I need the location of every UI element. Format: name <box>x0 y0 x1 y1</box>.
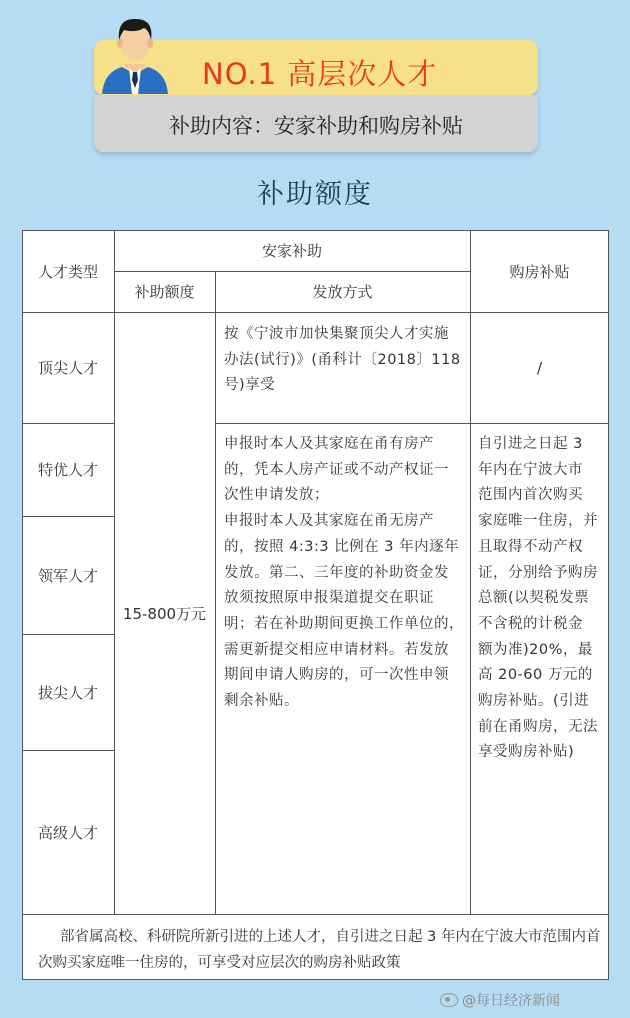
subsidy-table <box>22 230 609 980</box>
subtitle-bar <box>94 95 538 152</box>
text-line: 明；若在补助期间更换工作单位的， <box>224 615 464 632</box>
text-line: 按《宁波市加快集聚顶尖人才实施 <box>224 326 449 342</box>
category-cell: 拔尖人才 <box>37 683 98 702</box>
category-cell: 特优人才 <box>37 461 98 479</box>
amount-value: 15-800万元 <box>122 604 207 623</box>
watermark-text: @每日经济新闻 <box>462 993 560 1009</box>
header-amount: 补助额度 <box>134 283 195 301</box>
section-title: 补助额度 <box>257 179 373 210</box>
page-subtitle: 补助内容：安家补助和购房补贴 <box>169 114 463 138</box>
text-line: 号)享受 <box>224 377 276 394</box>
top-method-text <box>224 322 468 399</box>
category-cell: 高级人才 <box>37 823 98 842</box>
header-house-subsidy: 购房补贴 <box>509 262 570 281</box>
text-line: 范围内首次购买 <box>478 487 583 504</box>
text-line: 期间申请人购房的，可一次性申领 <box>224 667 449 684</box>
text-line: 不含税的计税金 <box>478 615 583 632</box>
text-line: 需更新提交相应申请材料。若发放 <box>224 641 449 658</box>
text-line: 次性申请发放； <box>224 487 329 504</box>
text-line: 享受购房补贴) <box>478 744 575 761</box>
text-line: 购房补贴。(引进 <box>478 693 590 710</box>
text-line: 的，按照 4:3:3 比例在 3 年内逐年 <box>224 538 460 555</box>
category-cell: 顶尖人才 <box>37 359 98 377</box>
text-line: 额为准)20%，最 <box>478 641 593 658</box>
text-line: 的，凭本人房产证或不动产权证一 <box>224 461 449 478</box>
watermark <box>440 990 560 1010</box>
text-line: 家庭唯一住房，并 <box>478 513 598 530</box>
text-line: 办法(试行)》(甬科计〔2018〕118 <box>224 351 461 368</box>
businessman-avatar-icon <box>100 10 170 94</box>
header-method: 发放方式 <box>312 283 373 301</box>
text-line: 剩余补贴。 <box>224 693 299 710</box>
text-line: 前在甬购房，无法 <box>478 718 598 735</box>
text-line: 自引进之日起 3 <box>478 436 583 452</box>
page-title: NO.1 高层次人才 <box>202 57 438 91</box>
table-footnote <box>38 924 604 976</box>
text-line: 高 20-60 万元的 <box>478 667 593 684</box>
top-house-value: / <box>536 358 543 377</box>
other-method-text <box>224 432 468 715</box>
other-house-text <box>478 432 606 766</box>
footnote-text: 部省属高校、科研院所新引进的上述人才，自引进之日起 3 年内在宁波大市范围内首次购买家庭唯一住房的，可享受对应层次的购房补贴政策 <box>38 929 601 971</box>
header-talent-type: 人才类型 <box>37 262 98 281</box>
text-line: 放须按照原申报渠道提交在职证 <box>224 590 434 607</box>
text-line: 申报时本人及其家庭在甬无房产 <box>224 513 434 530</box>
weibo-logo-icon <box>440 993 458 1007</box>
category-cell: 领军人才 <box>37 566 98 585</box>
text-line: 年内在宁波大市 <box>478 461 583 478</box>
text-line: 证，分别给予购房 <box>478 564 598 581</box>
text-line: 发放。第二、三年度的补助资金发 <box>224 564 449 581</box>
text-line: 总额(以契税发票 <box>478 590 590 607</box>
text-line: 且取得不动产权 <box>478 538 583 555</box>
text-line: 申报时本人及其家庭在甬有房产 <box>224 436 434 452</box>
header-anjia-group: 安家补助 <box>261 242 322 260</box>
